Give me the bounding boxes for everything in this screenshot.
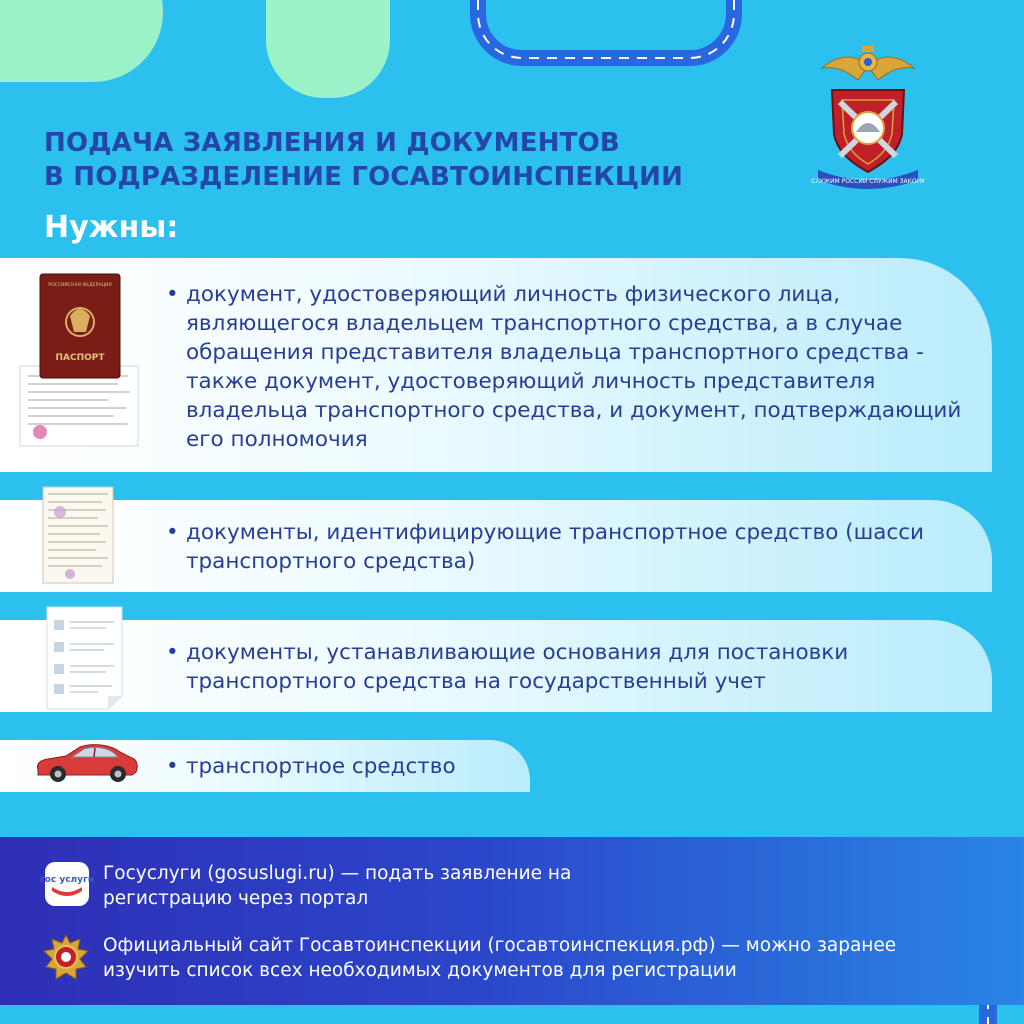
document-icon — [46, 606, 124, 710]
passport-icon — [18, 272, 142, 450]
title-line-2: В ПОДРАЗДЕЛЕНИЕ ГОСАВТОИНСПЕКЦИИ — [44, 162, 684, 192]
footer-panel — [0, 837, 1024, 1005]
requirement-text-4: • транспортное средство — [166, 752, 526, 781]
decor-shape-top-left — [0, 0, 170, 82]
requirement-text-3: • документы, устанавливающие основания для постановки транспортного средства на государственный учет — [166, 638, 986, 696]
gosuslugi-logo-text: гос услуги — [39, 875, 95, 885]
requirement-text-1: • документ, удостоверяющий личность физического лица, являющегося владельцем транспортного средства, а в случае обращения представителя владельца транспортного средства - также документ, удостоверяющий личность представителя владельца транспортного средства, и документ, подтверждающий его полномочия — [166, 280, 986, 454]
gosuslugi-logo-icon — [39, 861, 95, 907]
police-emblem-icon — [811, 38, 925, 188]
gibdd-emblem-icon — [40, 931, 92, 983]
page-title — [44, 126, 683, 194]
decor-road-top — [470, 0, 742, 66]
title-line-1: ПОДАЧА ЗАЯВЛЕНИЯ И ДОКУМЕНТОВ — [44, 128, 620, 158]
emblem-ribbon-text: СЛУЖИМ РОССИИ СЛУЖИМ ЗАКОНУ — [811, 178, 925, 185]
gosuslugi-info-text: Госуслуги (gosuslugi.ru) — подать заявление на регистрацию через портал — [103, 863, 572, 909]
requirement-text-2: • документы, идентифицирующие транспортное средство (шасси транспортного средства) — [166, 518, 986, 576]
passport-country: РОССИЙСКАЯ ФЕДЕРАЦИЯ — [48, 283, 112, 288]
decor-shape-top-mid — [266, 0, 390, 98]
vehicle-registration-document-icon — [42, 486, 114, 584]
subtitle: Нужны: — [44, 210, 179, 245]
car-icon — [32, 742, 140, 784]
gibdd-info-text: Официальный сайт Госавтоинспекции (госавтоинспекция.рф) — можно заранее изучить список всех необходимых документов для регистрации — [103, 935, 897, 981]
passport-label: ПАСПОРТ — [55, 353, 105, 363]
